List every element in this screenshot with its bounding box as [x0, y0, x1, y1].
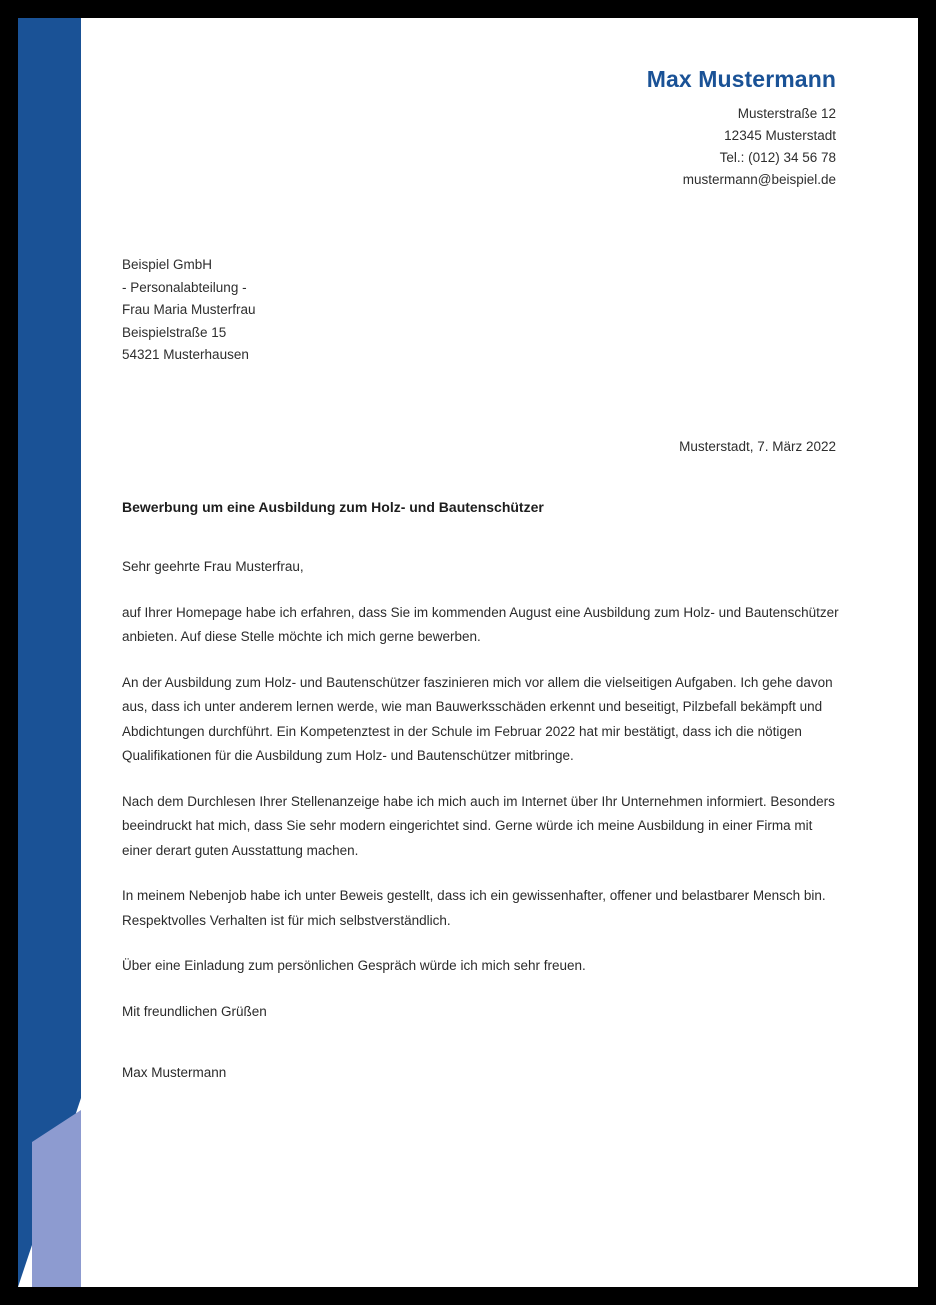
- signature-space: [122, 1045, 839, 1061]
- signature-name: Max Mustermann: [122, 1065, 227, 1080]
- letter-body: [122, 555, 839, 1107]
- sender-block: [647, 66, 836, 191]
- body-paragraph-5: Über eine Einladung zum persönlichen Gespräch würde ich mich sehr freuen.: [122, 958, 586, 973]
- sender-street: Musterstraße 12: [737, 106, 836, 121]
- letter-subject: Bewerbung um eine Ausbildung zum Holz- und Bautenschützer: [122, 499, 544, 515]
- recipient-street: Beispielstraße 15: [122, 324, 227, 340]
- sender-email: mustermann@beispiel.de: [682, 172, 836, 187]
- body-paragraph-2: An der Ausbildung zum Holz- und Bautenschützer faszinieren mich vor allem die vielseitigen Aufgaben. Ich gehe davon aus, dass ich unter anderem lernen werde, wie man Bauwerksschäden erkennt und beseitigt, Pilzbefall bekämpft und Abdichtungen durchführt. Ein Kompetenztest in der Schule im Februar 2022 hat mir bestätigt, dass ich die nötigen Qualifikationen für die Ausbildung zum Holz- und Bautenschützer mitbringe.: [122, 674, 833, 763]
- sender-city: 12345 Musterstadt: [724, 128, 836, 143]
- recipient-block: [122, 254, 256, 367]
- recipient-company: Beispiel GmbH: [122, 257, 213, 272]
- sender-phone: Tel.: (012) 34 56 78: [719, 150, 836, 165]
- date-line: Musterstadt, 7. März 2022: [679, 439, 836, 454]
- sender-name: Max Mustermann: [646, 66, 836, 92]
- salutation: Sehr geehrte Frau Musterfrau,: [122, 559, 304, 574]
- body-paragraph-1: auf Ihrer Homepage habe ich erfahren, dass Sie im kommenden August eine Ausbildung zum Holz- und Bautenschützer anbieten. Auf diese Stelle möchte ich mich gerne bewerben.: [122, 604, 839, 644]
- recipient-city: 54321 Musterhausen: [122, 347, 249, 362]
- closing: Mit freundlichen Grüßen: [122, 1003, 267, 1019]
- letter-content: [18, 18, 918, 1287]
- body-paragraph-3: Nach dem Durchlesen Ihrer Stellenanzeige habe ich mich auch im Internet über Ihr Unternehmen informiert. Besonders beeindruckt hat mich, dass Sie sehr modern eingerichtet sind. Gerne würde ich meine Ausbildung in einer Firma mit einer derart guten Ausstattung machen.: [122, 793, 835, 858]
- recipient-person: Frau Maria Musterfrau: [122, 302, 256, 317]
- body-paragraph-4: In meinem Nebenjob habe ich unter Beweis gestellt, dass ich ein gewissenhafter, offener und belastbarer Mensch bin. Respektvolles Verhalten ist für mich selbstverständlich.: [122, 888, 826, 928]
- recipient-department: - Personalabteilung -: [122, 279, 247, 295]
- letter-page: [18, 18, 918, 1287]
